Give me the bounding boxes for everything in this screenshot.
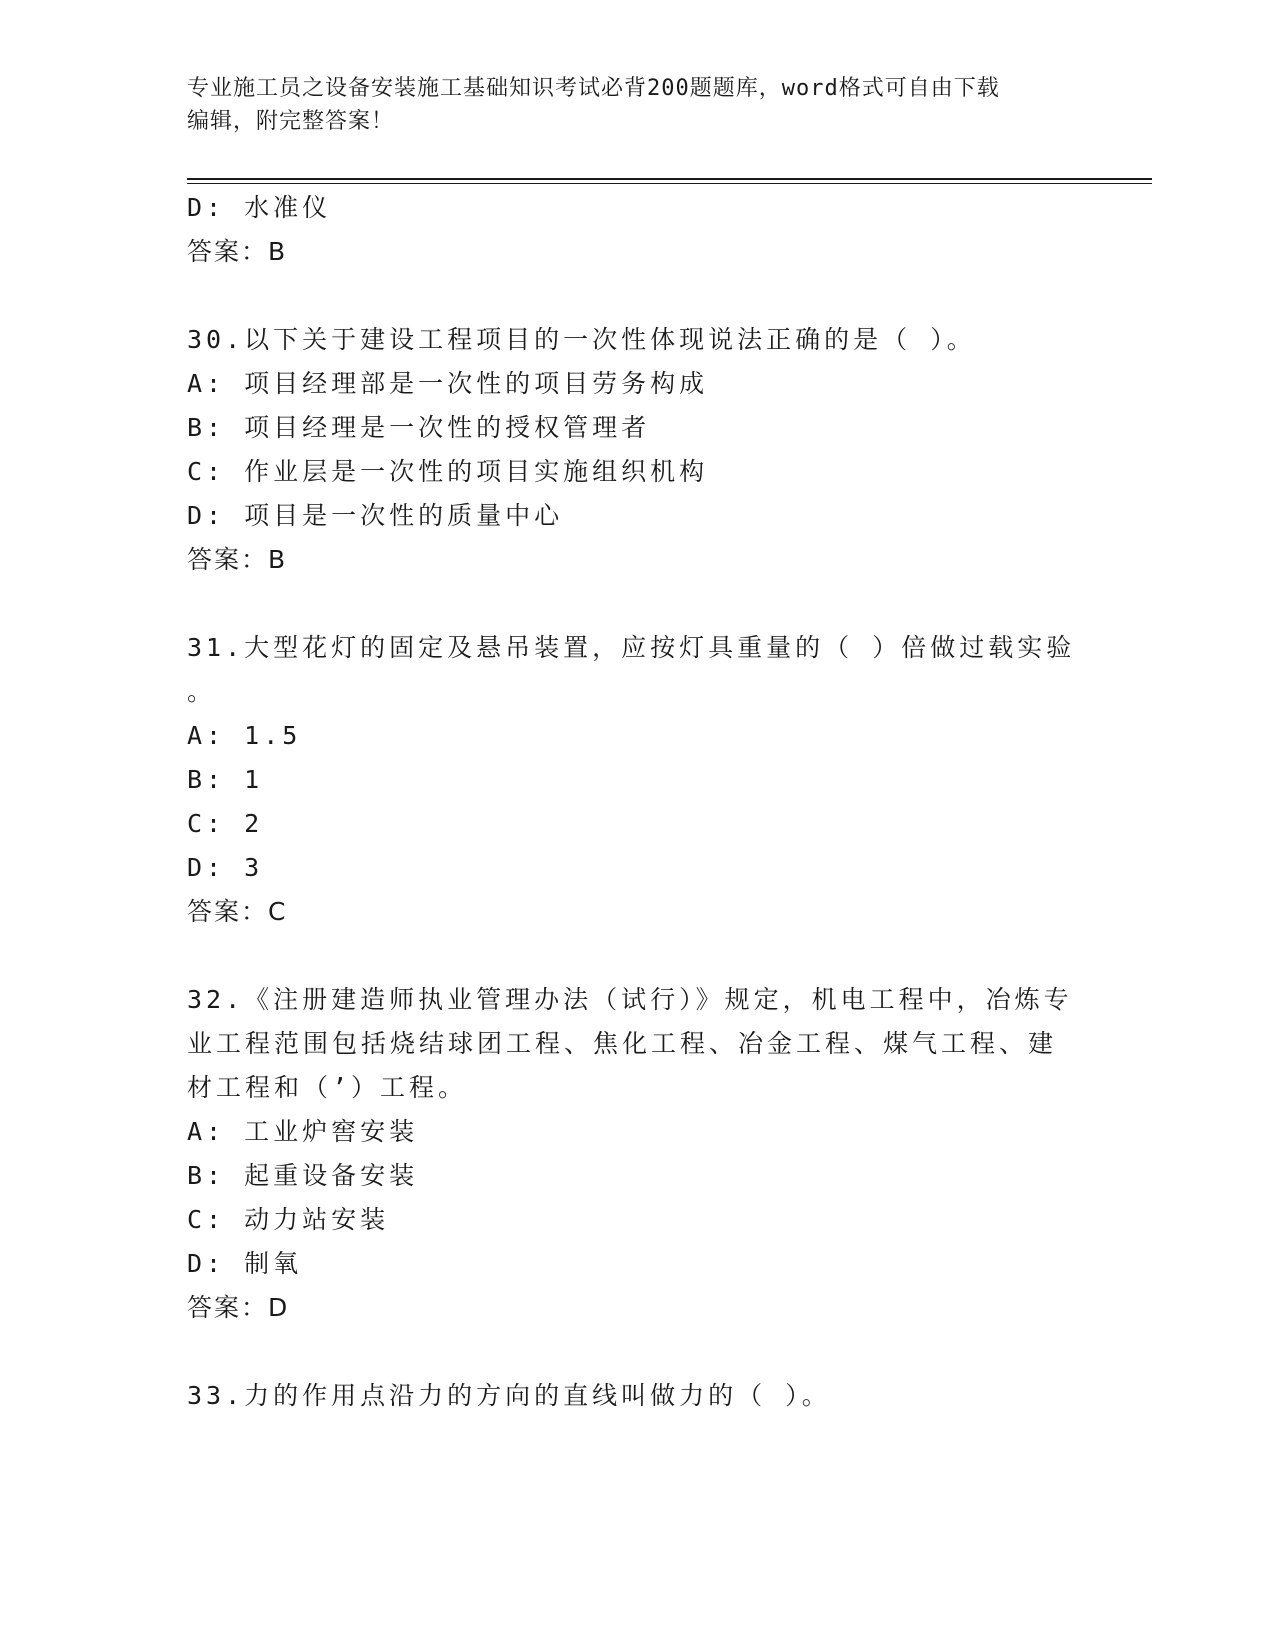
q30-option-d: D: 项目是一次性的质量中心 [187, 501, 564, 530]
q31-option-c: C: 2 [187, 809, 264, 838]
q29-answer: 答案：B [187, 237, 288, 266]
q30-option-b: B: 项目经理是一次性的授权管理者 [187, 413, 651, 442]
header-line-2: 编辑，附完整答案！ [187, 109, 395, 134]
q31-question-line-2: 。 [187, 677, 217, 706]
header-divider-thin [187, 183, 1152, 184]
q32-answer: 答案：D [187, 1293, 290, 1322]
q32-option-c: C: 动力站安装 [187, 1205, 390, 1234]
q31-option-d: D: 3 [187, 853, 264, 882]
q30-option-a: A: 项目经理部是一次性的项目劳务构成 [187, 369, 709, 398]
header-divider-thick [187, 178, 1152, 180]
q33-question: 33.力的作用点沿力的方向的直线叫做力的（ ）。 [187, 1381, 831, 1410]
q32-option-d: D: 制氧 [187, 1249, 303, 1278]
document-header [187, 72, 1067, 138]
q31-option-b: B: 1 [187, 765, 264, 794]
q32-question-line-2: 业工程范围包括烧结球团工程、焦化工程、冶金工程、煤气工程、建 [187, 1029, 1058, 1058]
q32-question-line-1: 32.《注册建造师执业管理办法（试行）》规定，机电工程中，冶炼专 [187, 985, 1073, 1014]
header-line-1: 专业施工员之设备安装施工基础知识考试必背200题题库，word格式可自由下载 [187, 76, 1000, 101]
q31-option-a: A: 1.5 [187, 721, 302, 750]
q32-option-a: A: 工业炉窖安装 [187, 1117, 419, 1146]
q32-option-b: B: 起重设备安装 [187, 1161, 419, 1190]
q30-question: 30.以下关于建设工程项目的一次性体现说法正确的是（ ）。 [187, 325, 976, 354]
q29-option-d: D: 水准仪 [187, 193, 332, 222]
q30-option-c: C: 作业层是一次性的项目实施组织机构 [187, 457, 709, 486]
q31-answer: 答案：C [187, 897, 288, 926]
q30-answer: 答案：B [187, 545, 288, 574]
q32-question-line-3: 材工程和（’）工程。 [187, 1073, 468, 1102]
q31-question-line-1: 31.大型花灯的固定及悬吊装置，应按灯具重量的（ ）倍做过载实验 [187, 633, 1076, 662]
